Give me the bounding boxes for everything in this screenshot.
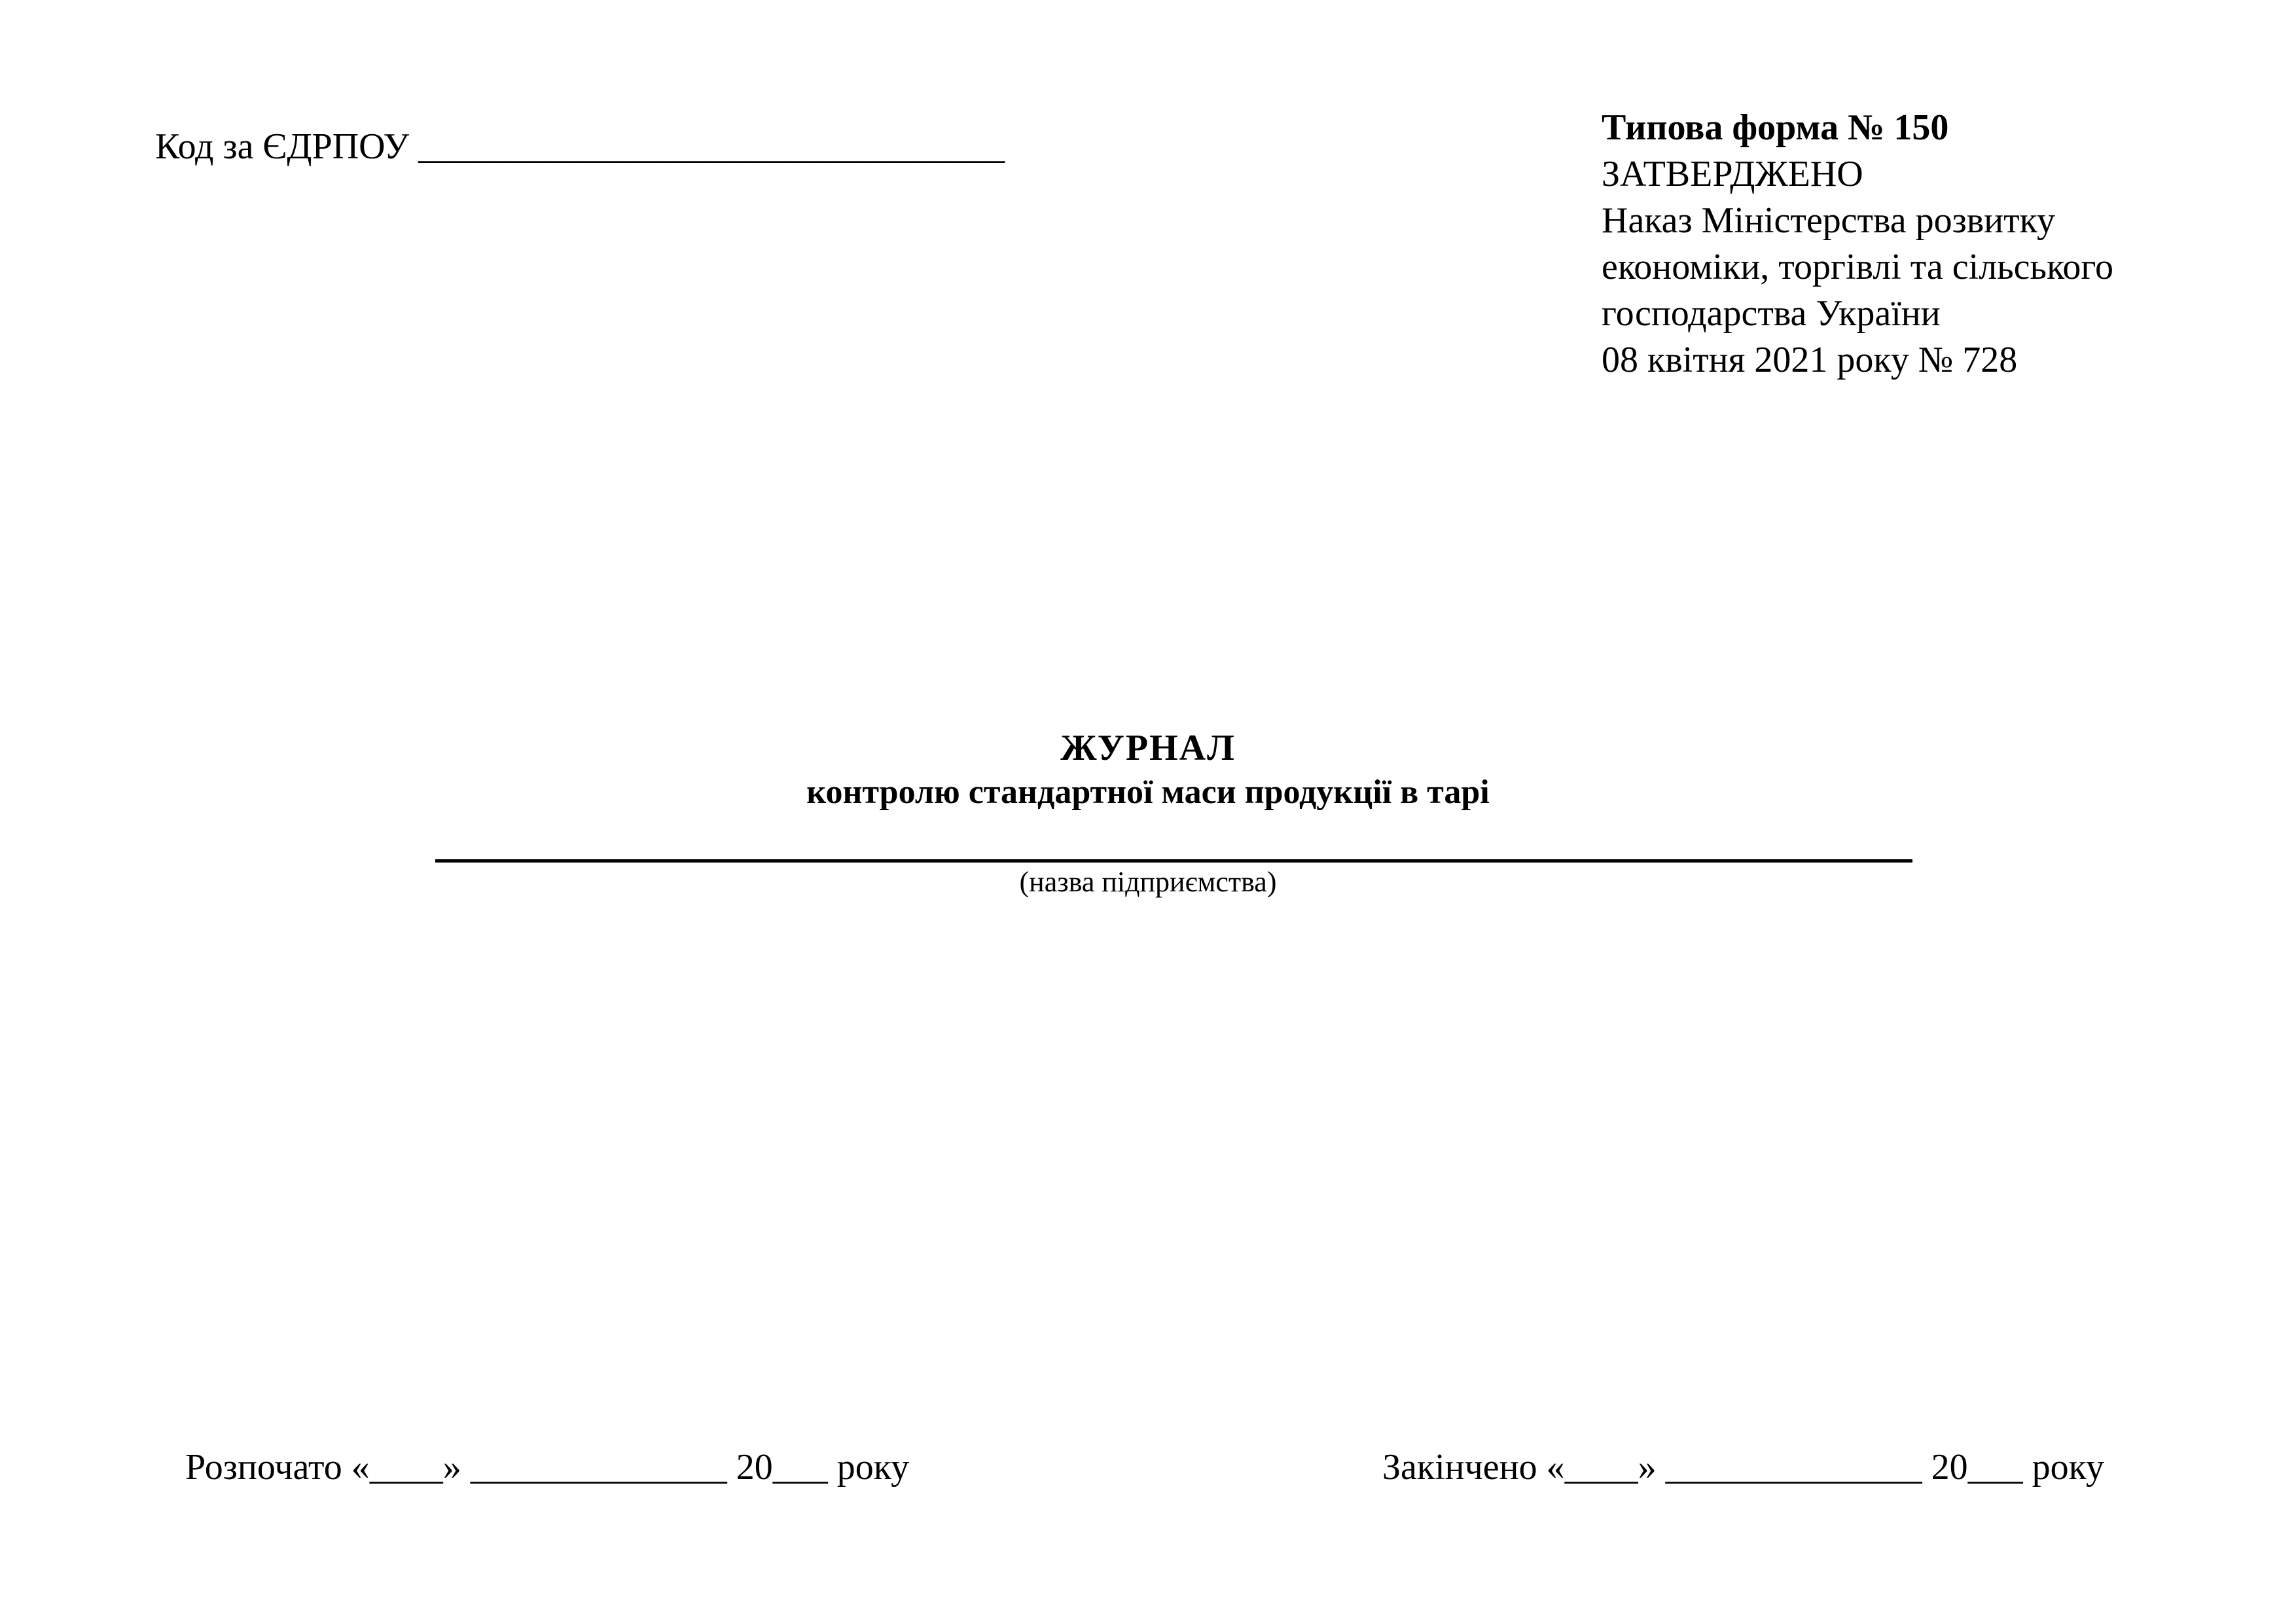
journal-title-block (0, 725, 2296, 814)
form-number: Типова форма № 150 (1602, 107, 1949, 148)
approved-label: ЗАТВЕРДЖЕНО (1602, 154, 1863, 194)
journal-title: ЖУРНАЛ (1060, 728, 1236, 768)
order-line-2: економіки, торгівлі та сільського (1602, 247, 2114, 287)
enterprise-name-caption: (назва підприємства) (1019, 866, 1277, 898)
edrpou-code-field: Код за ЄДРПОУ ________________________________ (155, 126, 1005, 167)
started-date-field: Розпочато «____» ______________ 20___ року (185, 1447, 910, 1488)
journal-subtitle: контролю стандартної маси продукції в тарі (806, 774, 1490, 811)
order-line-3: господарства України (1602, 293, 1941, 334)
approval-stamp (1602, 105, 2113, 383)
order-line-1: Наказ Міністерства розвитку (1602, 200, 2055, 241)
enterprise-name-line (435, 859, 1912, 863)
order-date: 08 квітня 2021 року № 728 (1602, 340, 2018, 380)
finished-date-field: Закінчено «____» ______________ 20___ року (1382, 1447, 2105, 1488)
